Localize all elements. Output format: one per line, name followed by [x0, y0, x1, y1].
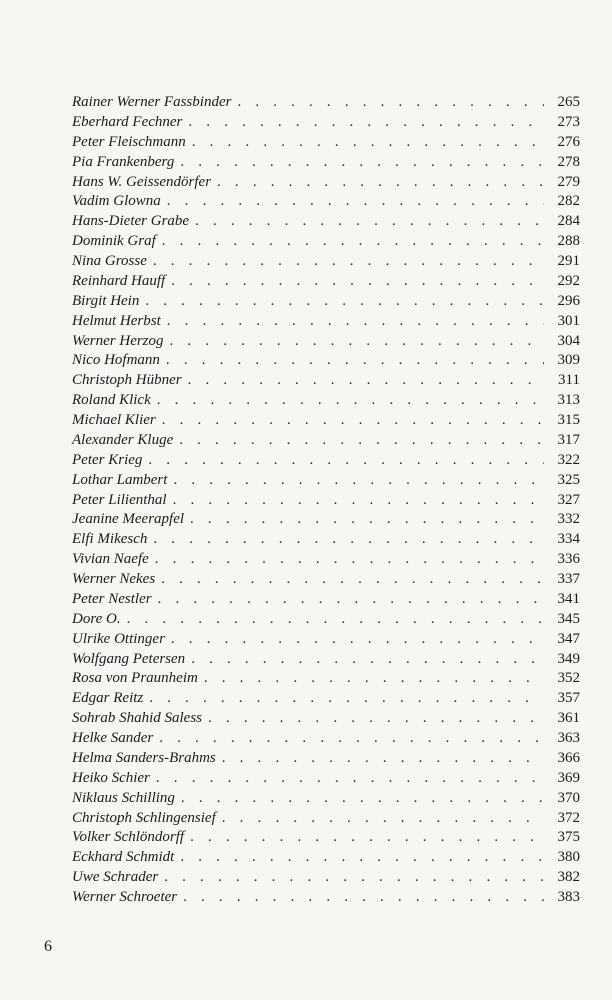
toc-entry [72, 888, 580, 908]
toc-entry-name: Niklaus Schilling [72, 789, 181, 809]
toc-entry [72, 510, 580, 530]
toc-entry-page: 315 [557, 412, 580, 428]
toc-entry-page: 382 [557, 869, 580, 886]
toc-entry-page: 375 [557, 829, 580, 846]
dot-leader [222, 749, 544, 769]
toc-entry-name: Volker Schlöndorff [72, 828, 190, 848]
toc-entry-page: 332 [557, 511, 580, 528]
dot-leader [237, 93, 544, 113]
toc-entry-name: Wolfgang Petersen [72, 650, 191, 670]
dot-leader [161, 570, 544, 590]
toc-entry-page: 273 [557, 113, 580, 130]
toc-entry-name: Peter Krieg [72, 451, 148, 471]
toc-entry [72, 868, 580, 888]
dot-leader [149, 689, 544, 709]
dot-leader [153, 252, 544, 272]
toc-entry [72, 451, 580, 471]
toc-entry [72, 371, 580, 391]
toc-entry-name: Lothar Lambert [72, 471, 173, 491]
dot-leader [171, 630, 544, 650]
toc-entry-name: Michael Klier [72, 411, 162, 431]
toc-entry [72, 173, 580, 193]
toc-entry-page: 383 [557, 889, 580, 905]
toc-entry-name: Hans-Dieter Grabe [72, 212, 195, 232]
toc-entry-name: Eberhard Fechner [72, 113, 188, 133]
toc-entry-page: 265 [557, 94, 580, 110]
toc-entry [72, 292, 580, 312]
toc-entry-name: Sohrab Shahid Saless [72, 709, 208, 729]
toc-entry-name: Vadim Glowna [72, 192, 167, 212]
toc-entry-name: Birgit Hein [72, 292, 145, 312]
toc-entry [72, 749, 580, 769]
toc-entry [72, 411, 580, 431]
dot-leader [190, 828, 544, 848]
toc-entry [72, 570, 580, 590]
dot-leader [188, 371, 544, 391]
dot-leader [153, 530, 544, 550]
toc-entry-name: Helma Sanders-Brahms [72, 749, 222, 769]
toc-entry [72, 650, 580, 670]
toc-entry-page: 296 [557, 292, 580, 309]
toc-entry-page: 372 [557, 809, 580, 826]
toc-entry-page: 279 [557, 173, 580, 190]
toc-entry-name: Vivian Naefe [72, 550, 155, 570]
toc-entry [72, 192, 580, 212]
toc-entry-name: Hans W. Geissendörfer [72, 173, 217, 193]
toc-entry-page: 311 [558, 372, 580, 389]
toc-entry-page: 327 [557, 491, 580, 508]
toc-entry-page: 349 [557, 650, 580, 667]
dot-leader [190, 510, 544, 530]
toc-entry-page: 317 [557, 431, 580, 448]
toc-entry [72, 351, 580, 371]
toc-entry-name: Alexander Kluge [72, 431, 179, 451]
toc-entry [72, 630, 580, 650]
toc-entry-name: Eckhard Schmidt [72, 848, 180, 868]
toc-entry-name: Dore O. [72, 610, 127, 630]
dot-leader [145, 292, 544, 312]
dot-leader [179, 431, 544, 451]
toc-entry [72, 590, 580, 610]
toc-entry-name: Werner Schroeter [72, 888, 183, 908]
dot-leader [167, 192, 544, 212]
toc-entry-page: 369 [557, 769, 580, 786]
toc-entry-page: 334 [557, 531, 580, 548]
toc-entry-name: Nina Grosse [72, 252, 153, 272]
toc-entry-page: 291 [557, 253, 580, 269]
page-number: 6 [44, 938, 52, 955]
toc-entry-name: Christoph Schlingensief [72, 809, 222, 829]
toc-entry-page: 313 [557, 392, 580, 409]
toc-entry [72, 431, 580, 451]
toc-entry-page: 341 [557, 590, 580, 607]
dot-leader [180, 848, 544, 868]
toc-entry [72, 93, 580, 113]
toc-entry-page: 366 [557, 749, 580, 766]
dot-leader [158, 590, 544, 610]
toc-entry-page: 357 [557, 690, 580, 707]
toc-entry [72, 550, 580, 570]
toc-entry [72, 391, 580, 411]
toc-entry-page: 309 [557, 352, 580, 369]
toc-entry-name: Helke Sander [72, 729, 159, 749]
toc-entry [72, 530, 580, 550]
toc-entry-page: 322 [557, 451, 580, 468]
dot-leader [159, 729, 544, 749]
toc-entry-name: Ulrike Ottinger [72, 630, 171, 650]
toc-entry-page: 345 [557, 610, 580, 627]
toc-entry-page: 370 [557, 789, 580, 806]
toc-entry-name: Dominik Graf [72, 232, 162, 252]
toc-entry-page: 352 [557, 670, 580, 687]
toc-entry-name: Elfi Mikesch [72, 530, 153, 550]
toc-entry-page: 380 [557, 849, 580, 866]
toc-entry [72, 113, 580, 133]
toc-entry-page: 361 [557, 710, 580, 727]
toc-entry [72, 332, 580, 352]
table-of-contents [72, 93, 580, 908]
toc-entry [72, 729, 580, 749]
toc-entry-name: Rosa von Praunheim [72, 669, 204, 689]
toc-entry-page: 276 [557, 133, 580, 150]
toc-entry [72, 471, 580, 491]
toc-entry [72, 769, 580, 789]
toc-entry-name: Pia Frankenberg [72, 153, 180, 173]
toc-entry-name: Edgar Reitz [72, 689, 149, 709]
toc-entry-name: Werner Herzog [72, 332, 170, 352]
toc-entry [72, 689, 580, 709]
toc-entry [72, 212, 580, 232]
dot-leader [222, 809, 544, 829]
toc-entry-name: Peter Lilienthal [72, 491, 173, 511]
toc-entry-page: 301 [557, 312, 580, 329]
dot-leader [167, 312, 544, 332]
toc-entry-name: Werner Nekes [72, 570, 161, 590]
toc-entry-name: Jeanine Meerapfel [72, 510, 190, 530]
toc-entry-page: 347 [557, 630, 580, 647]
toc-entry-page: 304 [557, 332, 580, 349]
dot-leader [180, 153, 544, 173]
dot-leader [183, 888, 544, 908]
dot-leader [192, 133, 544, 153]
toc-entry-page: 288 [557, 233, 580, 250]
dot-leader [127, 610, 544, 630]
toc-entry-page: 284 [557, 213, 580, 230]
dot-leader [208, 709, 544, 729]
dot-leader [188, 113, 544, 133]
toc-entry-name: Nico Hofmann [72, 351, 166, 371]
dot-leader [164, 868, 544, 888]
toc-entry-name: Rainer Werner Fassbinder [72, 93, 237, 113]
toc-entry [72, 133, 580, 153]
dot-leader [162, 411, 544, 431]
dot-leader [171, 272, 544, 292]
toc-entry-page: 325 [557, 471, 580, 488]
toc-entry [72, 610, 580, 630]
toc-entry-page: 292 [557, 272, 580, 289]
toc-entry [72, 809, 580, 829]
toc-entry-page: 278 [557, 153, 580, 170]
toc-entry-name: Heiko Schier [72, 769, 156, 789]
toc-entry-page: 336 [557, 551, 580, 568]
dot-leader [173, 471, 544, 491]
toc-entry-name: Peter Fleischmann [72, 133, 192, 153]
toc-entry [72, 491, 580, 511]
dot-leader [157, 391, 544, 411]
toc-entry-name: Peter Nestler [72, 590, 158, 610]
dot-leader [148, 451, 544, 471]
toc-entry-page: 363 [557, 730, 580, 746]
dot-leader [173, 491, 544, 511]
dot-leader [195, 212, 544, 232]
toc-entry [72, 789, 580, 809]
toc-entry-page: 337 [557, 571, 580, 587]
dot-leader [162, 232, 544, 252]
toc-entry [72, 669, 580, 689]
toc-entry [72, 252, 580, 272]
dot-leader [155, 550, 544, 570]
toc-entry [72, 232, 580, 252]
dot-leader [181, 789, 544, 809]
toc-entry [72, 709, 580, 729]
toc-entry-name: Helmut Herbst [72, 312, 167, 332]
toc-entry [72, 153, 580, 173]
dot-leader [166, 351, 544, 371]
dot-leader [204, 669, 544, 689]
dot-leader [156, 769, 544, 789]
toc-entry-page: 282 [557, 193, 580, 210]
toc-entry-name: Christoph Hübner [72, 371, 188, 391]
toc-entry [72, 312, 580, 332]
toc-entry [72, 848, 580, 868]
toc-entry [72, 828, 580, 848]
toc-entry-name: Reinhard Hauff [72, 272, 171, 292]
toc-entry [72, 272, 580, 292]
toc-entry-name: Roland Klick [72, 391, 157, 411]
toc-entry-name: Uwe Schrader [72, 868, 164, 888]
dot-leader [191, 650, 544, 670]
dot-leader [217, 173, 544, 193]
dot-leader [170, 332, 544, 352]
